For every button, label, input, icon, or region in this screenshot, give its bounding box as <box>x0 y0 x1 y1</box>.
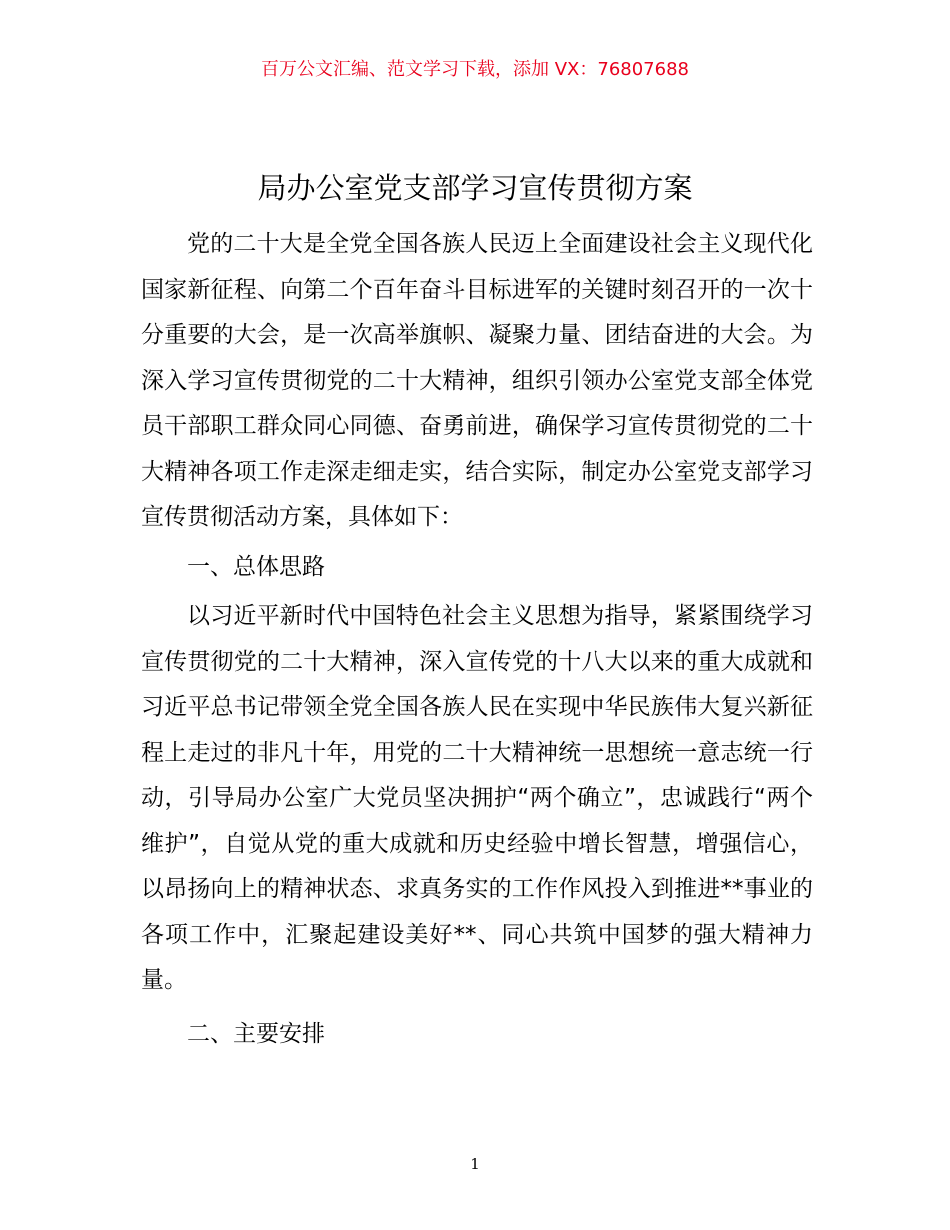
document-title: 局办公室党支部学习宣传贯彻方案 <box>257 171 693 205</box>
section-heading-overall-approach: 一、总体思路 <box>187 553 325 580</box>
section-paragraph-overall-approach: 以习近平新时代中国特色社会主义思想为指导，紧紧围绕学习宣传贯彻党的二十大精神，深入宣传党的十八大以来的重大成就和习近平总书记带领全党全国各族人民在实现中华民族伟大复兴新征程上走过的非凡十年，用党的二十大精神统一思想统一意志统一行动，引导局办公室广大党员坚决拥护“两个确立”，忠诚践行“两个维护”，自觉从党的重大成就和历史经验中增长智慧，增强信心，以昂扬向上的精神状态、求真务实的工作作风投入到推进**事业的各项工作中，汇聚起建设美好**、同心共筑中国梦的强大精神力量。 <box>141 603 813 993</box>
document-body <box>141 222 813 1057</box>
intro-paragraph: 党的二十大是全党全国各族人民迈上全面建设社会主义现代化国家新征程、向第二个百年奋斗目标进军的关键时刻召开的一次十分重要的大会，是一次高举旗帜、凝聚力量、团结奋进的大会。为深入学习宣传贯彻党的二十大精神，组织引领办公室党支部全体党员干部职工群众同心同德、奋勇前进，确保学习宣传贯彻党的二十大精神各项工作走深走细走实，结合实际，制定办公室党支部学习宣传贯彻活动方案，具体如下： <box>141 231 813 530</box>
page-number: 1 <box>470 1155 480 1173</box>
section-heading-main-arrangements: 二、主要安排 <box>187 1020 325 1047</box>
watermark-banner: 百万公文汇编、范文学习下载，添加 VX：76807688 <box>261 59 689 80</box>
